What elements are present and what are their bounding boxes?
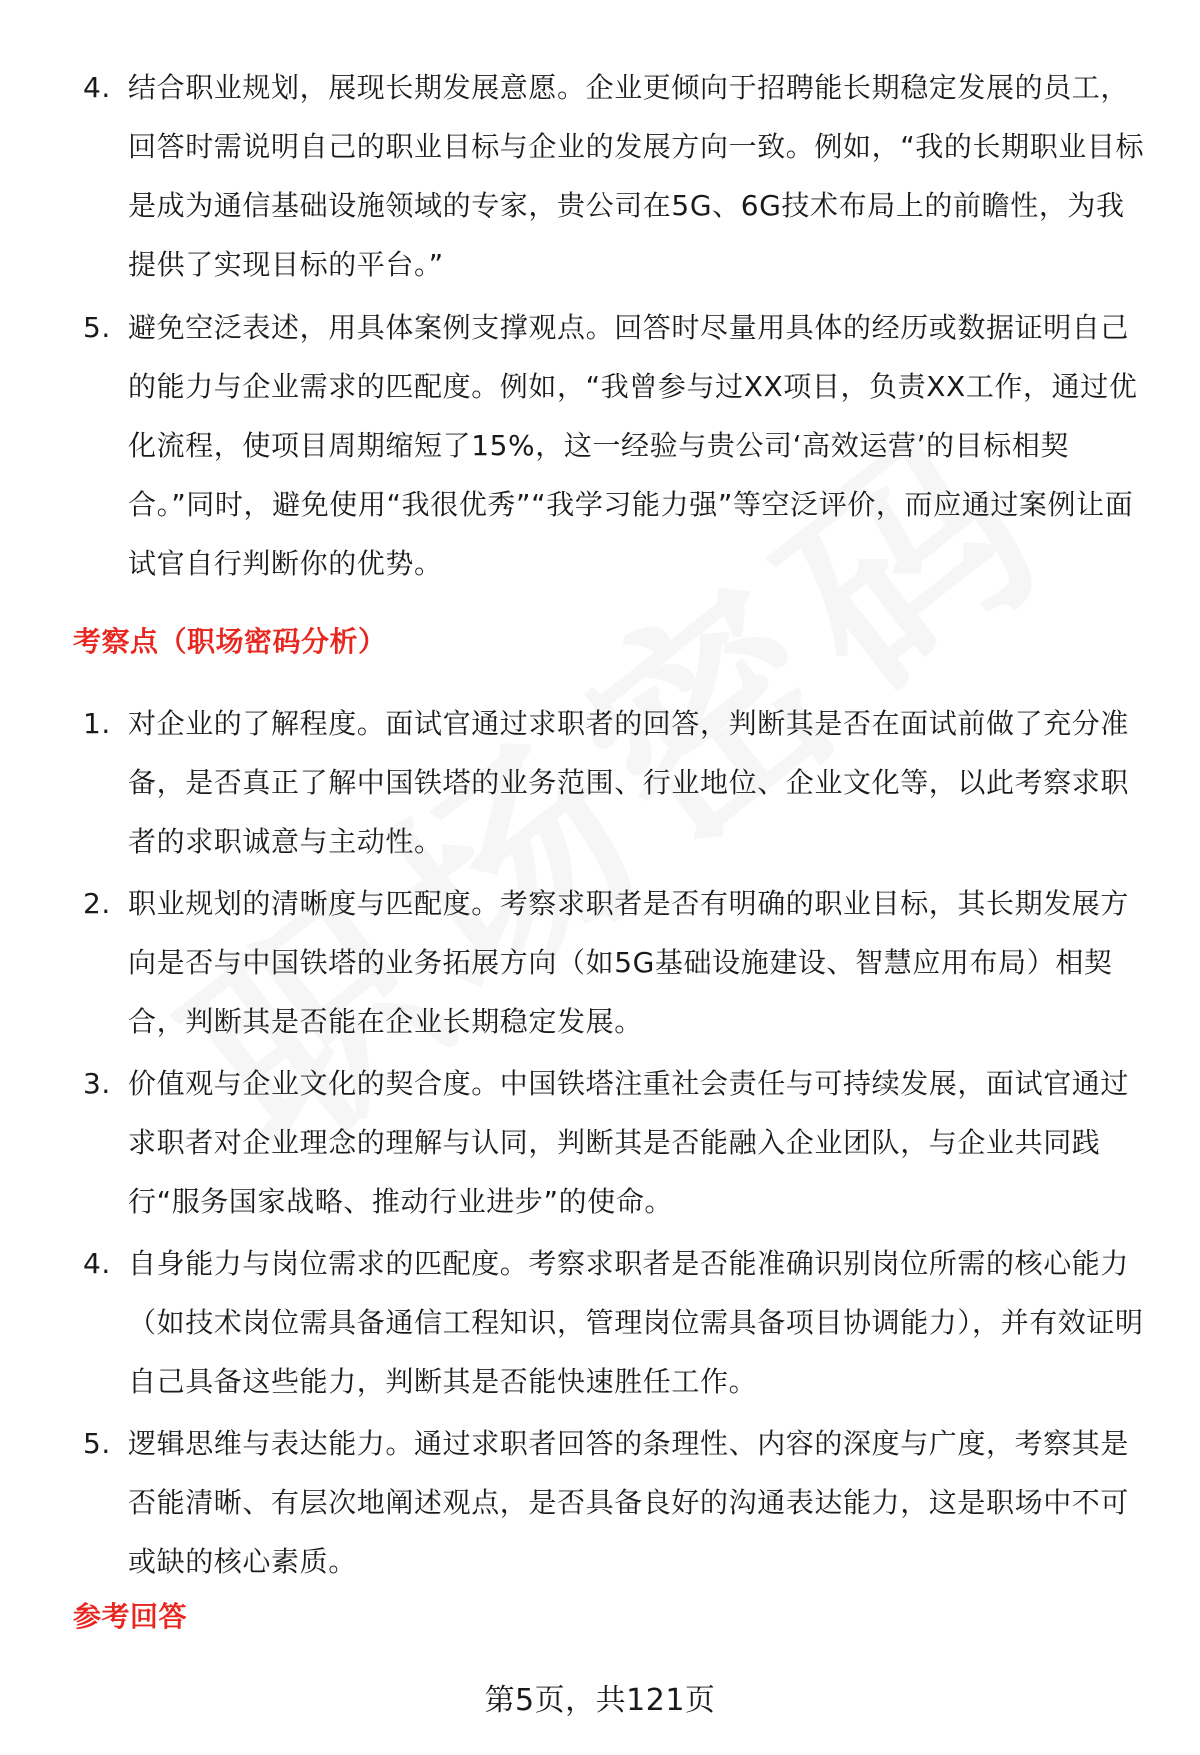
- list-item: [0, 1054, 1148, 1231]
- page-number: 第5页，共121页: [484, 1683, 716, 1718]
- list-item-text: 职业规划的清晰度与匹配度。考察求职者是否有明确的职业目标，其长期发展方向是否与中国铁塔的业务拓展方向（如5G基础设施建设、智慧应用布局）相契合，判断其是否能在企业长期稳定发展。: [128, 887, 1130, 1038]
- previous-answer-list: [0, 58, 1148, 593]
- list-item-number: 4.: [83, 1247, 111, 1280]
- section-heading-kaocha: 考察点（职场密码分析）: [73, 625, 387, 658]
- list-item-text: 自身能力与岗位需求的匹配度。考察求职者是否能准确识别岗位所需的核心能力（如技术岗位需具备通信工程知识，管理岗位需具备项目协调能力），并有效证明自己具备这些能力，判断其是否能快速胜任工作。: [128, 1247, 1144, 1398]
- list-item-number: 5.: [83, 1427, 111, 1460]
- section-heading-cankao: 参考回答: [73, 1600, 188, 1633]
- list-item: [0, 694, 1148, 871]
- list-item-number: 2.: [83, 887, 111, 920]
- list-item: [0, 58, 1148, 294]
- kaocha-list: [0, 694, 1148, 1591]
- list-item-number: 4.: [83, 71, 111, 104]
- list-item-text: 价值观与企业文化的契合度。中国铁塔注重社会责任与可持续发展，面试官通过求职者对企业理念的理解与认同，判断其是否能融入企业团队，与企业共同践行“服务国家战略、推动行业进步”的使命。: [128, 1067, 1130, 1218]
- list-item-text: 结合职业规划，展现长期发展意愿。企业更倾向于招聘能长期稳定发展的员工，回答时需说明自己的职业目标与企业的发展方向一致。例如，“我的长期职业目标是成为通信基础设施领域的专家，贵公司在5G、6G技术布局上的前瞻性，为我提供了实现目标的平台。”: [128, 71, 1145, 281]
- list-item-number: 3.: [83, 1067, 111, 1100]
- list-item-number: 5.: [83, 311, 111, 344]
- list-item-number: 1.: [83, 707, 111, 740]
- list-item: [0, 1234, 1148, 1411]
- list-item: [0, 1414, 1148, 1591]
- list-item-text: 避免空泛表述，用具体案例支撑观点。回答时尽量用具体的经历或数据证明自己的能力与企业需求的匹配度。例如，“我曾参与过XX项目，负责XX工作，通过优化流程，使项目周期缩短了15%，这一经验与贵公司‘高效运营’的目标相契合。”同时，避免使用“我很优秀”“我学习能力强”等空泛评价，而应通过案例让面试官自行判断你的优势。: [128, 311, 1138, 580]
- list-item: [0, 874, 1148, 1051]
- list-item-text: 逻辑思维与表达能力。通过求职者回答的条理性、内容的深度与广度，考察其是否能清晰、有层次地阐述观点，是否具备良好的沟通表达能力，这是职场中不可或缺的核心素质。: [128, 1427, 1130, 1578]
- list-item-text: 对企业的了解程度。面试官通过求职者的回答，判断其是否在面试前做了充分准备，是否真正了解中国铁塔的业务范围、行业地位、企业文化等，以此考察求职者的求职诚意与主动性。: [128, 707, 1130, 858]
- list-item: [0, 298, 1148, 593]
